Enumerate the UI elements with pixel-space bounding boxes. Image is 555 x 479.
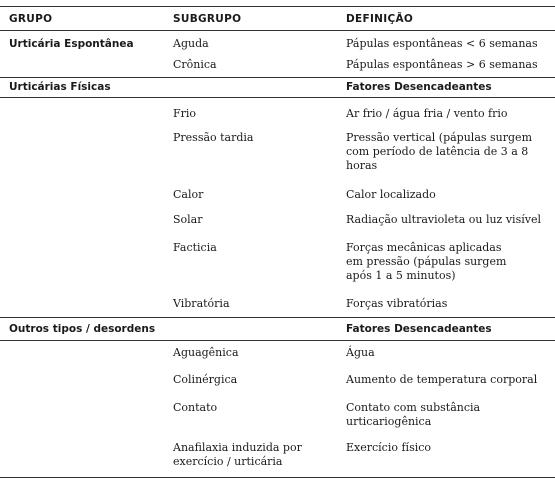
definition-cell: Pápulas espontâneas > 6 semanas: [346, 58, 538, 71]
definition-cell: Forças vibratórias: [346, 297, 448, 310]
subgroup-cell: Facticia: [173, 241, 217, 254]
header-bottom-rule: [0, 30, 555, 31]
table-bottom-rule: [0, 477, 555, 478]
table-top-rule: [0, 6, 555, 7]
definition-cell: Radiação ultravioleta ou luz visível: [346, 213, 541, 226]
definition-cell: Pápulas espontâneas < 6 semanas: [346, 37, 538, 50]
subgroup-cell: Contato: [173, 401, 218, 414]
subgroup-cell: Aguagênica: [173, 346, 239, 359]
section-rule: [0, 317, 555, 318]
definition-cell: Contato com substância urticariogênica: [346, 401, 481, 428]
subgroup-cell: Vibratória: [173, 297, 230, 310]
subgroup-cell: Calor: [173, 188, 204, 201]
subgroup-cell: Aguda: [173, 37, 209, 50]
subgroup-cell: Pressão tardia: [173, 131, 254, 144]
column-header-grupo: GRUPO: [9, 13, 53, 25]
column-header-subgrupo: SUBGRUPO: [173, 13, 242, 25]
section-definition-header: Fatores Desencadeantes: [346, 323, 492, 335]
column-header-definicao: DEFINIÇÃO: [346, 13, 414, 25]
definition-cell: Calor localizado: [346, 188, 436, 201]
group-label: Urticárias Físicas: [9, 81, 111, 93]
section-rule: [0, 97, 555, 98]
definition-cell: Pressão vertical (pápulas surgem com período de latência de 3 a 8 horas: [346, 131, 532, 172]
definition-cell: Forças mecânicas aplicadas em pressão (pápulas surgem após 1 a 5 minutos): [346, 241, 507, 282]
section-rule: [0, 77, 555, 78]
section-definition-header: Fatores Desencadeantes: [346, 81, 492, 93]
group-label: Outros tipos / desordens: [9, 323, 156, 335]
subgroup-cell: Colinérgica: [173, 373, 238, 386]
subgroup-cell: Solar: [173, 213, 203, 226]
subgroup-cell: Frio: [173, 107, 197, 120]
group-label: Urticária Espontânea: [9, 38, 134, 50]
definition-cell: Água: [346, 346, 375, 359]
definition-cell: Exercício físico: [346, 441, 432, 454]
definition-cell: Aumento de temperatura corporal: [346, 373, 538, 386]
section-rule: [0, 340, 555, 341]
subgroup-cell: Crônica: [173, 58, 217, 71]
definition-cell: Ar frio / água fria / vento frio: [346, 107, 508, 120]
subgroup-cell: Anafilaxia induzida por exercício / urticária: [173, 441, 302, 468]
